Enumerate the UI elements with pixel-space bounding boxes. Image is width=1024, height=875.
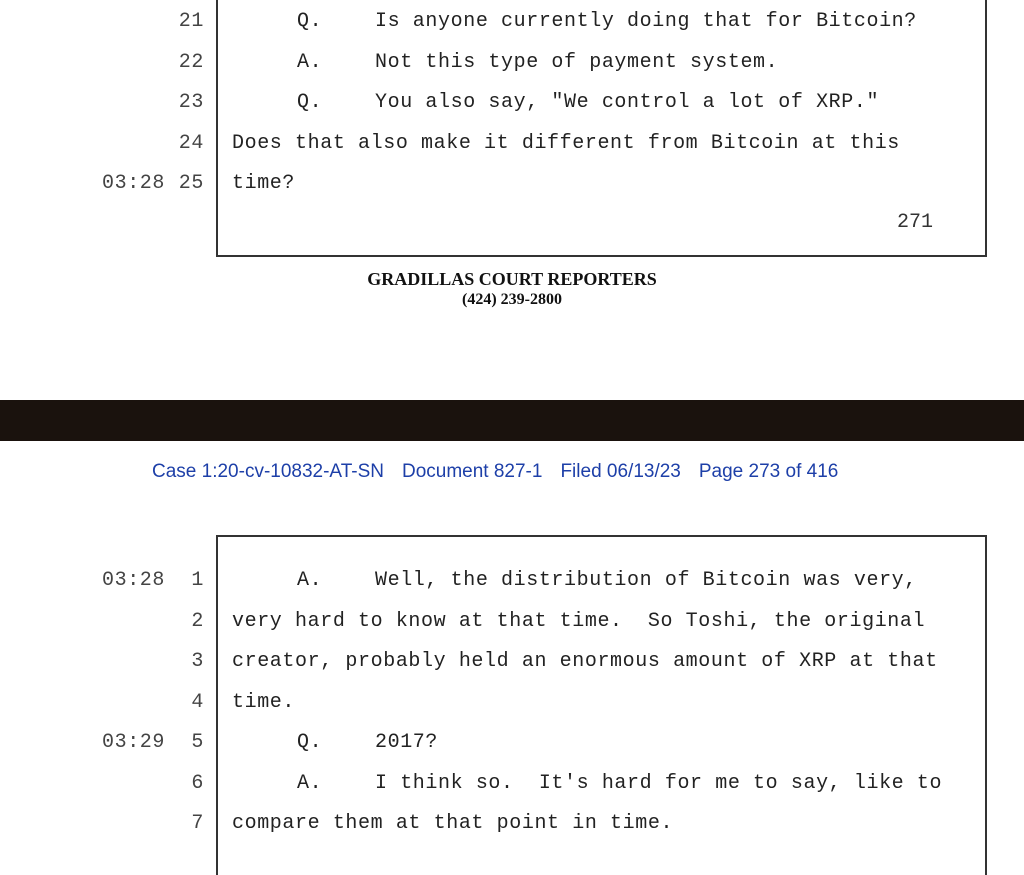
transcript-line [0, 569, 1024, 609]
line-text: 2017? [375, 731, 439, 754]
court-filing-header [152, 461, 856, 483]
line-text: creator, probably held an enormous amount of XRP at that [232, 650, 938, 673]
page-number: 271 [896, 211, 933, 234]
line-number: 2 [191, 609, 204, 633]
transcript-line [0, 731, 1024, 771]
transcript-line [0, 650, 1024, 690]
line-number: 22 [178, 50, 204, 74]
transcript-line [0, 610, 1024, 650]
line-number: 24 [178, 131, 204, 155]
line-number: 6 [191, 771, 204, 795]
speaker-label: A. [297, 569, 323, 592]
line-number: 4 [191, 690, 204, 714]
transcript-line [0, 812, 1024, 852]
line-text: Well, the distribution of Bitcoin was very, [375, 569, 917, 592]
transcript-page-top [0, 0, 1024, 400]
speaker-label: Q. [297, 731, 323, 754]
document-number: Document 827-1 [401, 461, 543, 482]
timestamp: 03:28 [101, 569, 165, 592]
line-text: Not this type of payment system. [375, 50, 779, 74]
line-number: 5 [191, 731, 204, 754]
transcript-line [0, 132, 1024, 172]
page-count: Page 273 of 416 [698, 461, 839, 482]
transcript-line [0, 691, 1024, 731]
line-text: Is anyone currently doing that for Bitcoin? [375, 10, 917, 33]
line-text: compare them at that point in time. [232, 812, 674, 835]
line-number: 23 [178, 91, 204, 114]
timestamp: 03:28 [101, 172, 165, 195]
filed-date: Filed 06/13/23 [560, 461, 681, 482]
line-text: time? [232, 172, 296, 195]
footer-reporter-phone: (424) 239-2800 [462, 291, 562, 308]
line-number: 25 [178, 172, 204, 195]
transcript-line [0, 10, 1024, 50]
line-text: time. [232, 690, 296, 714]
line-text: very hard to know at that time. So Toshi, the original [232, 609, 926, 633]
line-number: 3 [191, 650, 204, 673]
line-text: Does that also make it different from Bitcoin at this [232, 131, 900, 155]
timestamp: 03:29 [101, 731, 165, 754]
line-text: I think so. It's hard for me to say, like to [375, 771, 943, 795]
line-text: You also say, "We control a lot of XRP." [375, 91, 880, 114]
transcript-line [0, 91, 1024, 131]
case-number: Case 1:20-cv-10832-AT-SN [152, 461, 384, 482]
speaker-label: Q. [297, 10, 323, 33]
transcript-line [0, 772, 1024, 812]
speaker-label: A. [297, 50, 323, 74]
transcript-page-bottom [0, 441, 1024, 856]
speaker-label: Q. [297, 91, 323, 114]
transcript-line [0, 51, 1024, 91]
transcript-line [0, 172, 1024, 212]
line-number: 21 [178, 10, 204, 33]
line-number: 7 [191, 812, 204, 835]
speaker-label: A. [297, 771, 323, 795]
page-divider [0, 400, 1024, 441]
line-number: 1 [191, 569, 204, 592]
footer-reporter-name: GRADILLAS COURT REPORTERS [367, 269, 657, 289]
